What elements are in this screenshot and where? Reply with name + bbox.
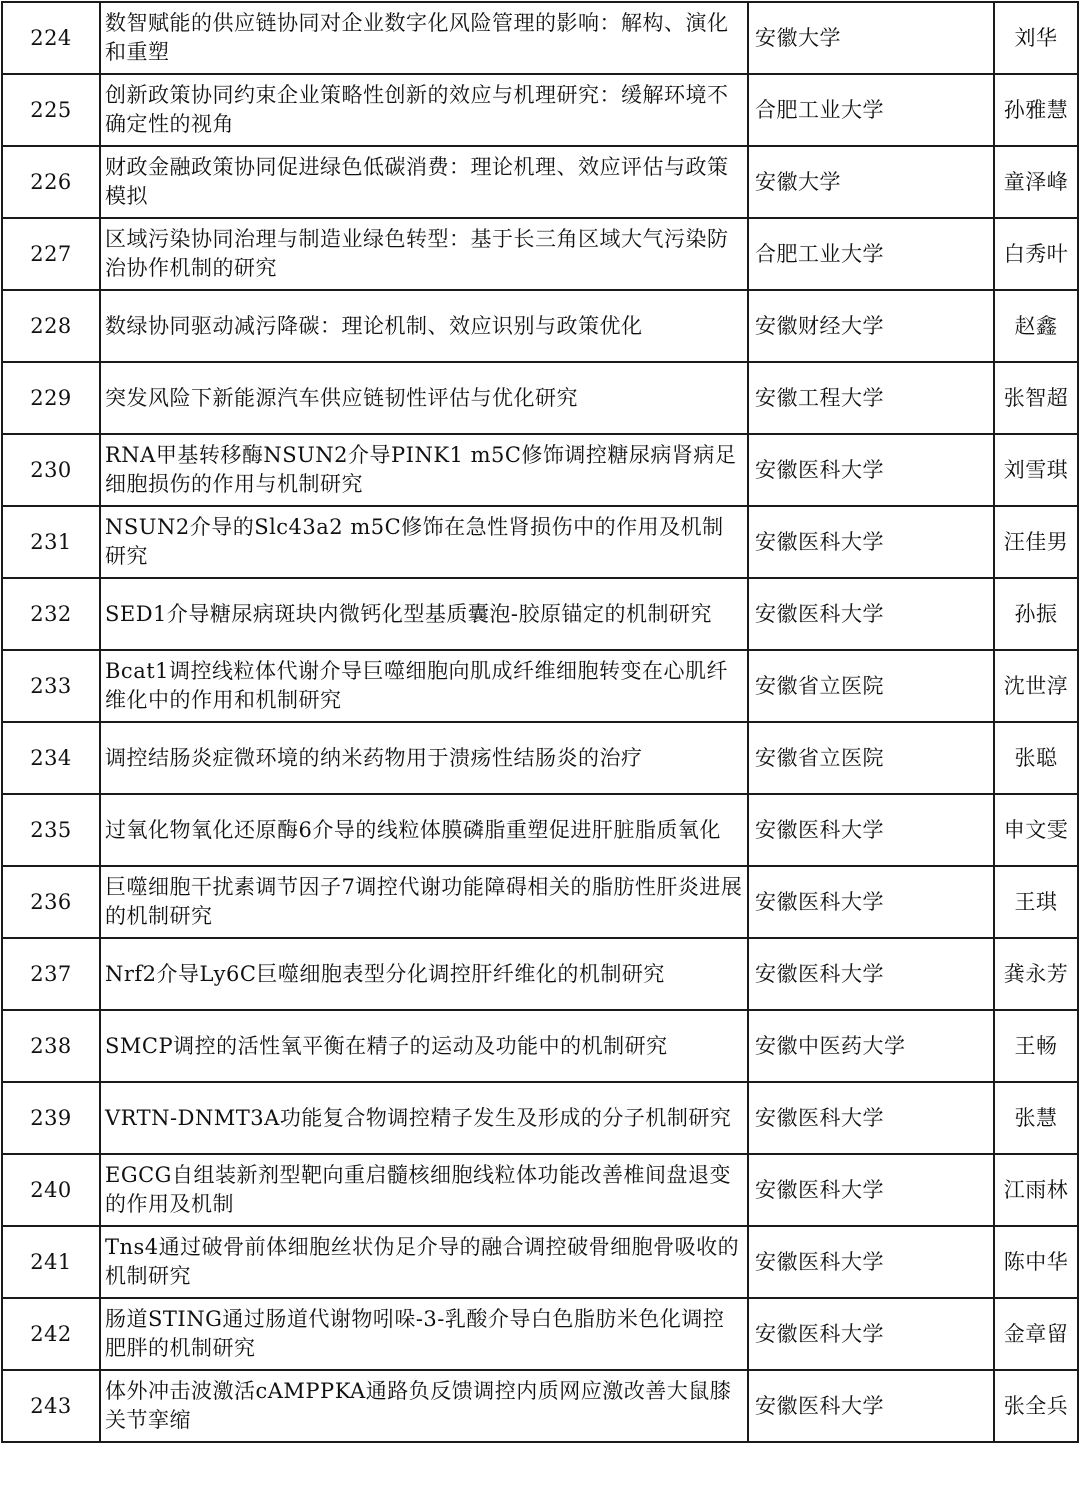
applicant-name: 赵鑫: [994, 290, 1078, 362]
row-number: 227: [2, 218, 100, 290]
project-title: Nrf2介导Ly6C巨噬细胞表型分化调控肝纤维化的机制研究: [100, 938, 748, 1010]
table-row: [2, 794, 1078, 866]
applicant-name: 刘雪琪: [994, 434, 1078, 506]
project-title: 突发风险下新能源汽车供应链韧性评估与优化研究: [100, 362, 748, 434]
institution: 安徽医科大学: [748, 938, 994, 1010]
institution: 安徽医科大学: [748, 794, 994, 866]
project-title: 创新政策协同约束企业策略性创新的效应与机理研究：缓解环境不确定性的视角: [100, 74, 748, 146]
applicant-name: 张聪: [994, 722, 1078, 794]
applicant-name: 陈中华: [994, 1226, 1078, 1298]
applicant-name: 刘华: [994, 2, 1078, 74]
applicant-name: 张全兵: [994, 1370, 1078, 1442]
table-row: [2, 290, 1078, 362]
table-row: [2, 218, 1078, 290]
table-row: [2, 1370, 1078, 1442]
row-number: 236: [2, 866, 100, 938]
row-number: 233: [2, 650, 100, 722]
row-number: 235: [2, 794, 100, 866]
applicant-name: 金章留: [994, 1298, 1078, 1370]
institution: 合肥工业大学: [748, 74, 994, 146]
applicant-name: 龚永芳: [994, 938, 1078, 1010]
project-title: 区域污染协同治理与制造业绿色转型：基于长三角区域大气污染防治协作机制的研究: [100, 218, 748, 290]
row-number: 226: [2, 146, 100, 218]
applicant-name: 孙振: [994, 578, 1078, 650]
row-number: 243: [2, 1370, 100, 1442]
row-number: 224: [2, 2, 100, 74]
institution: 安徽医科大学: [748, 1082, 994, 1154]
table-row: [2, 1298, 1078, 1370]
project-title: SED1介导糖尿病斑块内微钙化型基质囊泡-胶原锚定的机制研究: [100, 578, 748, 650]
project-title: 数智赋能的供应链协同对企业数字化风险管理的影响：解构、演化和重塑: [100, 2, 748, 74]
table-row: [2, 506, 1078, 578]
table-row: [2, 722, 1078, 794]
applicant-name: 王琪: [994, 866, 1078, 938]
institution: 安徽医科大学: [748, 578, 994, 650]
institution: 安徽医科大学: [748, 1370, 994, 1442]
applicant-name: 汪佳男: [994, 506, 1078, 578]
applicant-name: 童泽峰: [994, 146, 1078, 218]
institution: 合肥工业大学: [748, 218, 994, 290]
project-title: Tns4通过破骨前体细胞丝状伪足介导的融合调控破骨细胞骨吸收的机制研究: [100, 1226, 748, 1298]
institution: 安徽财经大学: [748, 290, 994, 362]
project-title: 数绿协同驱动减污降碳：理论机制、效应识别与政策优化: [100, 290, 748, 362]
institution: 安徽医科大学: [748, 434, 994, 506]
table-row: [2, 938, 1078, 1010]
project-title: 巨噬细胞干扰素调节因子7调控代谢功能障碍相关的脂肪性肝炎进展的机制研究: [100, 866, 748, 938]
institution: 安徽中医药大学: [748, 1010, 994, 1082]
applicant-name: 申文雯: [994, 794, 1078, 866]
table-row: [2, 2, 1078, 74]
table-row: [2, 866, 1078, 938]
row-number: 231: [2, 506, 100, 578]
row-number: 237: [2, 938, 100, 1010]
row-number: 228: [2, 290, 100, 362]
applicant-name: 王畅: [994, 1010, 1078, 1082]
institution: 安徽大学: [748, 2, 994, 74]
row-number: 225: [2, 74, 100, 146]
table-row: [2, 434, 1078, 506]
project-title: 体外冲击波激活cAMPPKA通路负反馈调控内质网应激改善大鼠膝关节挛缩: [100, 1370, 748, 1442]
institution: 安徽省立医院: [748, 650, 994, 722]
applicant-name: 白秀叶: [994, 218, 1078, 290]
project-title: RNA甲基转移酶NSUN2介导PINK1 m5C修饰调控糖尿病肾病足细胞损伤的作用与机制研究: [100, 434, 748, 506]
institution: 安徽医科大学: [748, 866, 994, 938]
applicant-name: 沈世淳: [994, 650, 1078, 722]
applicant-name: 张慧: [994, 1082, 1078, 1154]
institution: 安徽医科大学: [748, 1226, 994, 1298]
project-title: EGCG自组装新剂型靶向重启髓核细胞线粒体功能改善椎间盘退变的作用及机制: [100, 1154, 748, 1226]
institution: 安徽医科大学: [748, 1298, 994, 1370]
row-number: 229: [2, 362, 100, 434]
table-row: [2, 650, 1078, 722]
table-row: [2, 362, 1078, 434]
row-number: 232: [2, 578, 100, 650]
institution: 安徽医科大学: [748, 506, 994, 578]
applicant-name: 张智超: [994, 362, 1078, 434]
row-number: 241: [2, 1226, 100, 1298]
row-number: 238: [2, 1010, 100, 1082]
project-list-table: [1, 1, 1079, 1443]
project-title: 肠道STING通过肠道代谢物吲哚-3-乳酸介导白色脂肪米色化调控肥胖的机制研究: [100, 1298, 748, 1370]
row-number: 230: [2, 434, 100, 506]
institution: 安徽医科大学: [748, 1154, 994, 1226]
institution: 安徽省立医院: [748, 722, 994, 794]
table-row: [2, 1154, 1078, 1226]
project-title: SMCP调控的活性氧平衡在精子的运动及功能中的机制研究: [100, 1010, 748, 1082]
row-number: 234: [2, 722, 100, 794]
project-title: 财政金融政策协同促进绿色低碳消费：理论机理、效应评估与政策模拟: [100, 146, 748, 218]
table-row: [2, 146, 1078, 218]
project-table-body: [2, 2, 1078, 1442]
project-title: 过氧化物氧化还原酶6介导的线粒体膜磷脂重塑促进肝脏脂质氧化: [100, 794, 748, 866]
institution: 安徽工程大学: [748, 362, 994, 434]
row-number: 239: [2, 1082, 100, 1154]
project-title: 调控结肠炎症微环境的纳米药物用于溃疡性结肠炎的治疗: [100, 722, 748, 794]
row-number: 240: [2, 1154, 100, 1226]
table-row: [2, 1226, 1078, 1298]
institution: 安徽大学: [748, 146, 994, 218]
table-row: [2, 74, 1078, 146]
applicant-name: 江雨林: [994, 1154, 1078, 1226]
applicant-name: 孙雅慧: [994, 74, 1078, 146]
table-row: [2, 1082, 1078, 1154]
row-number: 242: [2, 1298, 100, 1370]
table-row: [2, 578, 1078, 650]
project-title: NSUN2介导的Slc43a2 m5C修饰在急性肾损伤中的作用及机制研究: [100, 506, 748, 578]
project-title: Bcat1调控线粒体代谢介导巨噬细胞向肌成纤维细胞转变在心肌纤维化中的作用和机制研究: [100, 650, 748, 722]
table-row: [2, 1010, 1078, 1082]
project-title: VRTN-DNMT3A功能复合物调控精子发生及形成的分子机制研究: [100, 1082, 748, 1154]
